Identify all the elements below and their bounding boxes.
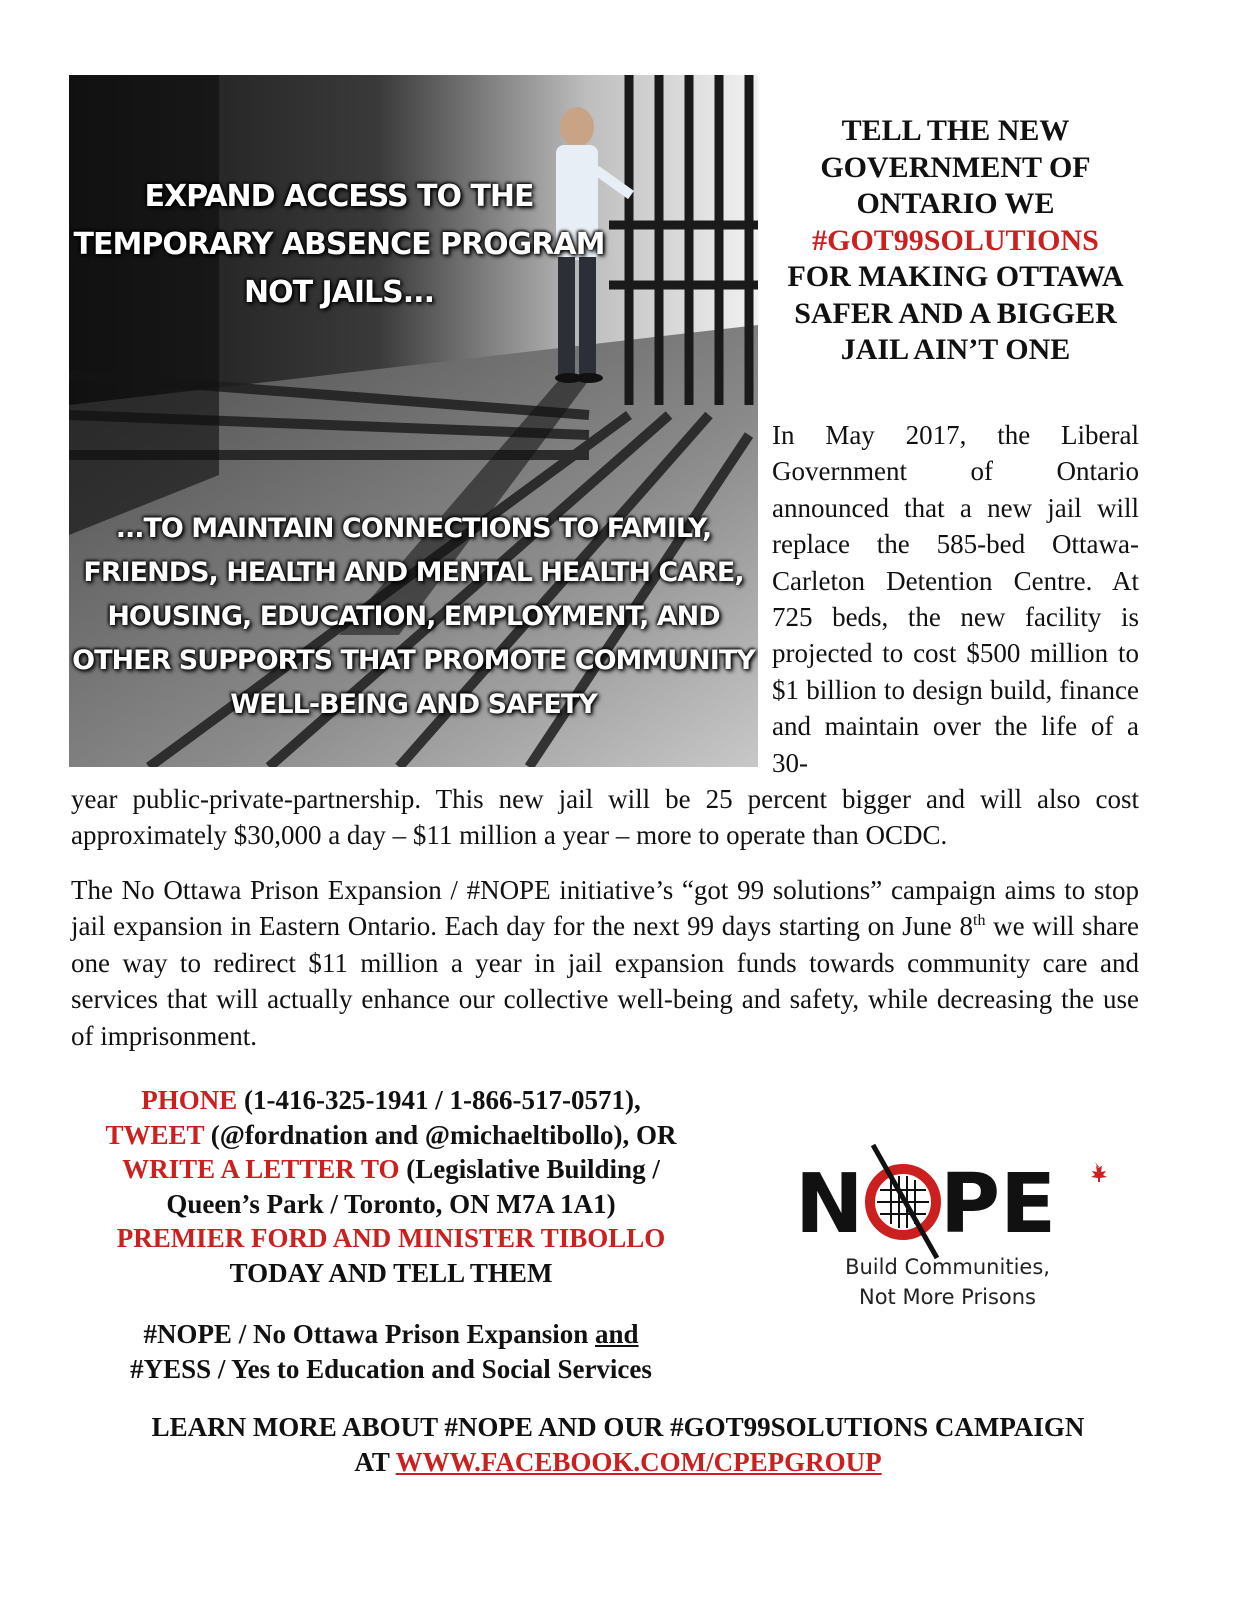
campaign-text-before: The No Ottawa Prison Expansion / #NOPE initiative’s “got 99 solutions” campaign aims to stop jail expansion in Eastern Ontario. Each day for the next 99 days starting on June 8 [71,875,1139,942]
poster-top-text: EXPAND ACCESS TO THE TEMPORARY ABSENCE PROGRAM NOT JAILS... [73,179,605,310]
headline-hashtag: #GOT99SOLUTIONS [812,223,1099,257]
logo-tagline [790,1252,1105,1312]
slogan-yess: #YESS / Yes to Education and Social Services [130,1353,652,1384]
tagline-line1: Build Communities, [845,1255,1050,1279]
phone-numbers: (1-416-325-1941 / 1-866-517-0571), [244,1085,641,1115]
phone-label: PHONE [141,1085,238,1115]
headline-line1: TELL THE NEW GOVERNMENT OF ONTARIO WE [820,114,1091,220]
intro-paragraph-part2: year public-private-partnership. This new jail will be 25 percent bigger and will also cost approximately $30,000 a day – $11 million a year – more to operate than OCDC. [71,784,1139,851]
address-part2: Queen’s Park / Toronto, ON M7A 1A1) [166,1188,616,1219]
poster-bottom-text: ...TO MAINTAIN CONNECTIONS TO FAMILY, FRIENDS, HEALTH AND MENTAL HEALTH CARE, HOUSING, EDUCATION, EMPLOYMENT, AND OTHER SUPPORTS THAT PROMOTE COMMUNITY WELL-BEING AND SAFETY [72,513,755,720]
headline-line2: FOR MAKING OTTAWA SAFER AND A BIGGER JAIL AIN’T ONE [787,260,1124,366]
maple-leaf-icon [1091,1162,1107,1182]
tweet-label: TWEET [105,1119,205,1150]
tweet-handles: (@fordnation and @michaeltibollo), OR [210,1119,677,1150]
recipients: PREMIER FORD AND MINISTER TIBOLLO [116,1223,666,1253]
address-part1: (Legislative Building / [406,1154,660,1184]
headline [772,113,1139,369]
logo-letters-pe: PE [940,1157,1057,1252]
intro-paragraph-part1: In May 2017, the Liberal Government of Ontario announced that a new jail will replace the 585-bed Ottawa-Carleton Detention Centre. At 725 beds, the new facility is projected to cost $500 million to $1 billion to design build, finance and maintain over the life of a 30- [772,420,1139,778]
logo-letter-n: N [795,1157,864,1252]
slogans [71,1317,711,1386]
closing-line: TODAY AND TELL THEM [229,1257,553,1288]
campaign-superscript: th [973,912,986,930]
learn-more-line1: LEARN MORE ABOUT #NOPE AND OUR #GOT99SOLUTIONS CAMPAIGN [151,1412,1085,1442]
slogan-and: and [595,1319,639,1349]
campaign-text-after: we will share one way to redirect $11 million a year in jail expansion funds towards community care and services that will actually enhance our collective well-being and safety, while decreasing the use of imprisonment. [71,911,1139,1051]
learn-more-at: AT [354,1447,390,1477]
slogan-nope: #NOPE / No Ottawa Prison Expansion [143,1319,589,1349]
write-letter-label: WRITE A LETTER TO [122,1154,400,1184]
tagline-line2: Not More Prisons [858,1285,1036,1309]
campaign-paragraph [71,872,1139,1054]
logo-o-bars-icon [870,1145,937,1258]
call-to-action [71,1083,711,1290]
nope-logo [795,1140,1115,1260]
facebook-link[interactable]: WWW.FACEBOOK.COM/CPEPGROUP [395,1447,882,1477]
learn-more [60,1410,1176,1480]
poster-image [69,75,758,767]
